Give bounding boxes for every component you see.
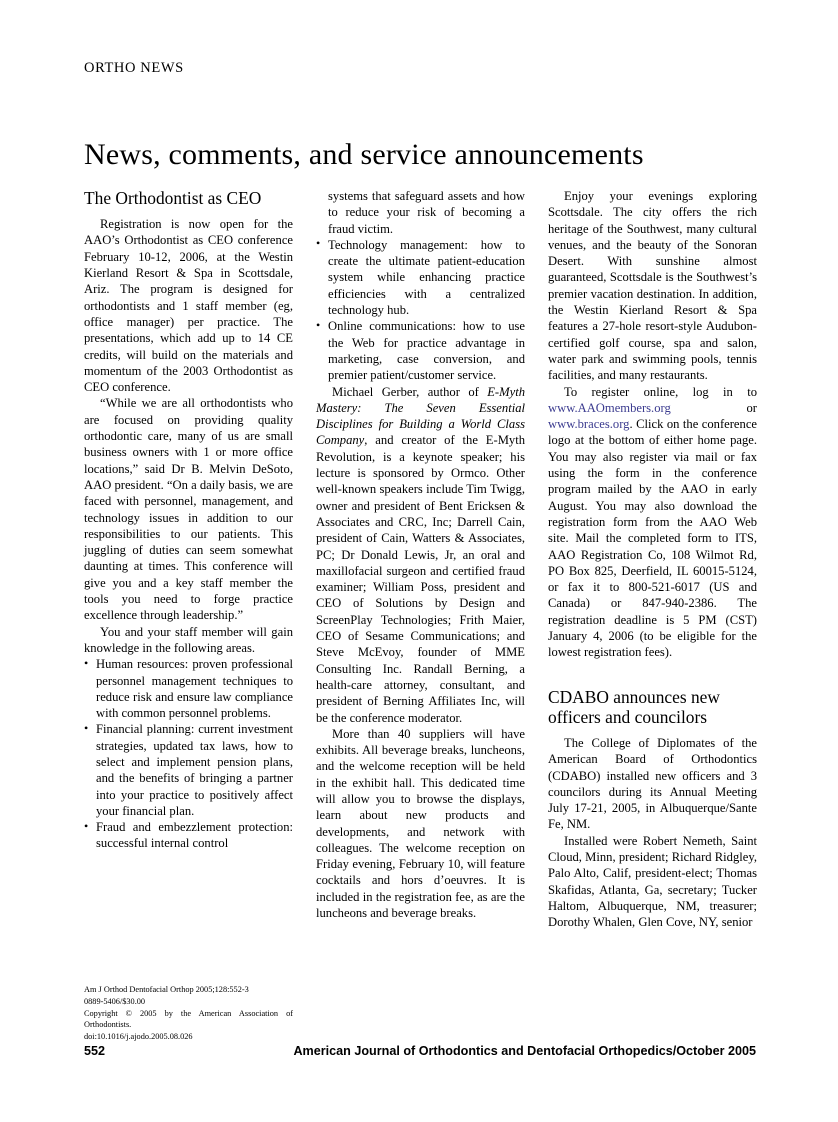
list-item: • Fraud and embezzlement protection: successful internal control bbox=[84, 819, 293, 852]
list-item: • Online communications: how to use the Web for practice advantage in marketing, case conversion, and premier patient/customer service. bbox=[316, 318, 525, 383]
register-remainder: . Click on the conference logo at the bottom of either home page. You may also register via mail or fax using the form in the conference program mailed by the AAO in early August. You may also download the registration form from the AAO Web site. Mail the completed form to ITS, AAO Registration Co, 108 Wilmot Rd, PO Box 825, Deerfield, IL 60015-5124, or fax it to 800-521-6017 (US and Canada) or 847-940-2386. The registration deadline is 5 PM (CST) January 4, 2006 (to be eligible for the lowest registration fees). bbox=[548, 417, 757, 660]
list-item: • Financial planning: current investment strategies, updated tax laws, how to select and implement pension plans, and the benefits of bringing a partner into your practice to positively affect your financial plan. bbox=[84, 721, 293, 819]
paragraph-suppliers: More than 40 suppliers will have exhibits. All beverage breaks, luncheons, and the welcome reception will be held in the exhibit hall. This dedicated time will allow you to browse the displays, learn about new products and developments, and network with colleagues. The welcome reception on Friday evening, February 10, will feature cocktails and hors d’oeuvres. It is included in the registration fee, as are the luncheons and beverage breaks. bbox=[316, 726, 525, 921]
footnote-issn: 0889-5406/$30.00 bbox=[84, 996, 146, 1006]
book-title: E-Myth Mastery: The Seven Essential Disciplines for Building a World Class Company bbox=[316, 384, 525, 448]
footnote-citation: Am J Orthod Dentofacial Orthop 2005;128:552-3 bbox=[84, 985, 249, 995]
column-2 bbox=[316, 188, 525, 1043]
link-aaomembers[interactable]: www.AAOmembers.org bbox=[548, 400, 671, 415]
footnote-doi: doi:10.1016/j.ajodo.2005.08.026 bbox=[84, 1032, 193, 1042]
knowledge-areas-list-part-1 bbox=[84, 656, 293, 852]
footer-page-number: 552 bbox=[84, 1044, 106, 1058]
column-3 bbox=[548, 188, 757, 1043]
section-heading-ceo: The Orthodontist as CEO bbox=[84, 188, 262, 208]
page-title: News, comments, and service announcements bbox=[84, 138, 644, 172]
running-head: ORTHO NEWS bbox=[84, 60, 184, 76]
link-braces[interactable]: www.braces.org bbox=[548, 417, 630, 432]
list-item-continuation: systems that safeguard assets and how to reduce your risk of becoming a fraud victim. bbox=[328, 189, 525, 236]
paragraph-speakers bbox=[316, 384, 525, 726]
speakers-lead-in: Michael Gerber, author of bbox=[332, 384, 488, 399]
register-conjunction: or bbox=[670, 400, 757, 415]
paragraph-registration-details bbox=[548, 384, 757, 661]
section-heading-cdabo: CDABO announces new officers and councilors bbox=[548, 686, 720, 727]
column-1 bbox=[84, 188, 293, 1043]
three-column-body bbox=[84, 188, 756, 1043]
list-item: • Human resources: proven professional personnel management techniques to reduce risk and ensure law compliance with common personnel problems. bbox=[84, 656, 293, 721]
speakers-remainder: , and creator of the E-Myth Revolution, is a keynote speaker; his lecture is sponsored by Ormco. Other well-known speakers include Tim Twigg, owner and president of Bent Ericksen & Associates and CRC, Inc; Darrell Cain, president of Cain, Watters & Associates, PC; Dr Donald Lewis, Jr, an oral and maxillofacial surgeon and certified fraud examiner; William Poss, president and CEO of Solutions by Design and ScreenPlay Technologies; Frith Maier, CEO of Sesame Communications; and Steve McEvoy, founder of MME Consulting Inc. Randall Berning, a health-care attorney, consultant, and president of Berning Affiliates Inc, will be the conference moderator. bbox=[316, 433, 525, 725]
paragraph-cdabo-intro: The College of Diplomates of the American Board of Orthodontics (CDABO) installed new officers and 3 councilors during its Annual Meeting July 17-21, 2005, in Albuquerque/Sante Fe, NM. bbox=[548, 735, 757, 832]
paragraph-registration: Registration is now open for the AAO’s Orthodontist as CEO conference February 10-12, 2006, at the Westin Kierland Resort & Spa in Scottsdale, Ariz. The program is designed for orthodontists and 1 staff member (eg, office manager) per practice. The presentations, which add up to 14 CE credits, will build on the materials and momentum of the 2003 Orthodontist as CEO conference. bbox=[84, 217, 293, 395]
footer-journal-name: American Journal of Orthodontics and Dentofacial Orthopedics/October 2005 bbox=[293, 1044, 756, 1058]
paragraph-scottsdale: Enjoy your evenings exploring Scottsdale. The city offers the rich heritage of the Southwest, many cultural venues, and the beauty of the Sonoran Desert. With sunshine almost guaranteed, Scottsdale is the Southwest’s premier vacation destination. In addition, the Westin Kierland Resort & Spa features a 27-hole resort-style Audubon-certified golf course, spa and salon, water park and swimming pools, tennis facilities, and many restaurants. bbox=[548, 189, 757, 383]
paragraph-quote-desoto: “While we are all orthodontists who are focused on providing quality orthodontic care, many of us are small business owners with 1 or more office locations,” said Dr B. Melvin DeSoto, AAO president. “On a daily basis, we are faced with personnel, management, and technology issues in addition to our responsibilities to our patients. This juggling of duties can seem somewhat daunting at times. This conference will give you and a key staff member the tools you need to forge practice excellence through leadership.” bbox=[84, 396, 293, 623]
footnote-block bbox=[84, 984, 293, 1043]
list-item: • Technology management: how to create the ultimate patient-education system while enhancing practice efficiencies with a centralized technology hub. bbox=[316, 237, 525, 318]
knowledge-areas-list-part-2 bbox=[316, 188, 525, 384]
paragraph-knowledge-areas-intro: You and your staff member will gain knowledge in the following areas. bbox=[84, 624, 293, 655]
paragraph-cdabo-officers: Installed were Robert Nemeth, Saint Cloud, Minn, president; Richard Ridgley, Palo Alto, Calif, president-elect; Thomas Skafidas, Atlanta, Ga, secretary; Tucker Haltom, Albuquerque, NM, treasurer; Dorothy Whalen, Glen Cove, NY, senior bbox=[548, 833, 757, 930]
footnote-copyright: Copyright © 2005 by the American Association of Orthodontists. bbox=[84, 1008, 293, 1030]
register-lead-in: To register online, log in to bbox=[564, 384, 757, 399]
